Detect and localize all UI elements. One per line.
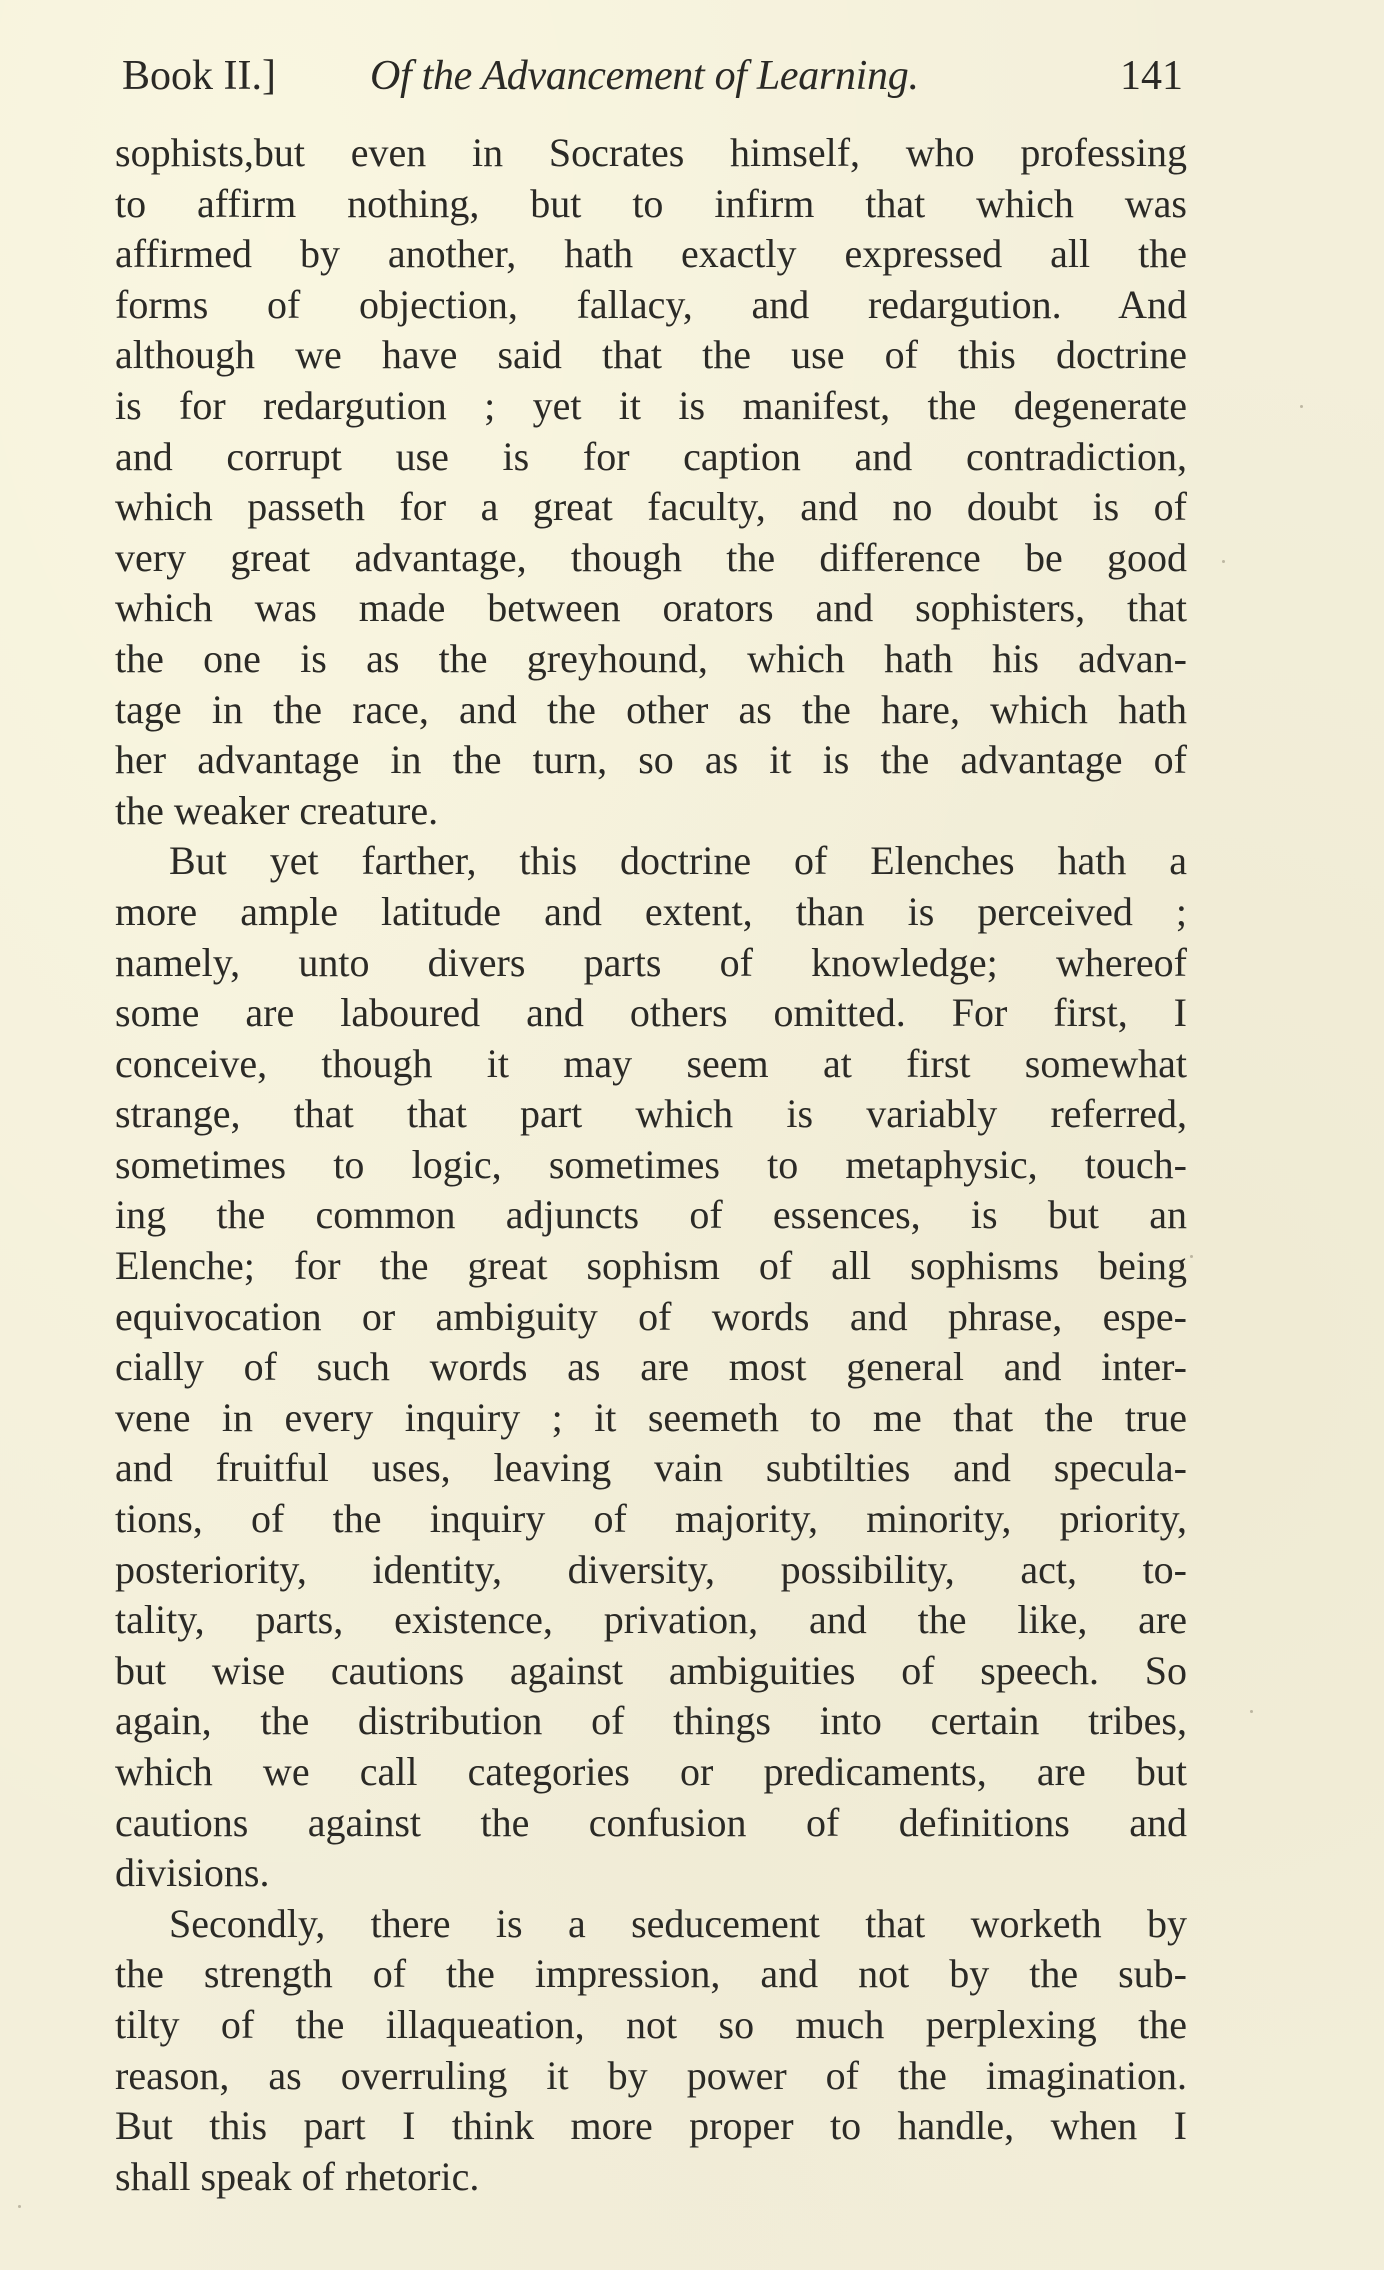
text-line: which passeth for a great faculty, and no doubt is of <box>115 484 1187 530</box>
text-line: equivocation or ambiguity of words and phrase, espe- <box>115 1293 1187 1339</box>
text-line: Elenche; for the great sophism of all sophisms being <box>115 1243 1187 1289</box>
paper-speck <box>1300 405 1303 408</box>
text-line: tality, parts, existence, privation, and the like, are <box>115 1597 1187 1643</box>
running-title: Of the Advancement of Learning. <box>370 53 919 99</box>
text-line: some are laboured and others omitted. For first, I <box>115 990 1187 1036</box>
paper-speck <box>18 2205 21 2208</box>
text-line: shall speak of rhetoric. <box>115 2153 480 2199</box>
text-line: more ample latitude and extent, than is perceived ; <box>115 888 1187 934</box>
text-line: although we have said that the use of this doctrine <box>115 332 1187 378</box>
text-line: namely, unto divers parts of knowledge; whereof <box>115 939 1187 985</box>
text-line: which was made between orators and sophisters, that <box>115 585 1187 631</box>
text-line: tilty of the illaqueation, not so much perplexing the <box>115 2001 1187 2047</box>
text-line: which we call categories or predicaments, are but <box>115 1749 1187 1794</box>
page-number: 141 <box>1120 53 1183 99</box>
text-line: strange, that that part which is variably referred, <box>115 1091 1187 1137</box>
text-line: and fruitful uses, leaving vain subtilties and specula- <box>115 1445 1187 1491</box>
text-line: very great advantage, though the difference be good <box>115 534 1187 580</box>
text-line: But yet farther, this doctrine of Elenches hath a <box>169 838 1187 884</box>
text-line: Secondly, there is a seducement that worketh by <box>169 1900 1187 1946</box>
text-line: and corrupt use is for caption and contradiction, <box>115 433 1187 479</box>
text-line: reason, as overruling it by power of the imagination. <box>115 2052 1187 2098</box>
body-text <box>115 128 1187 2202</box>
text-line: conceive, though it may seem at first somewhat <box>115 1040 1187 1086</box>
text-line: sometimes to logic, sometimes to metaphysic, touch- <box>115 1141 1187 1187</box>
paper-speck <box>1222 560 1225 563</box>
text-line: vene in every inquiry ; it seemeth to me that the true <box>115 1394 1187 1440</box>
text-line: cautions against the confusion of definitions and <box>115 1799 1187 1845</box>
text-line: But this part I think more proper to handle, when I <box>115 2103 1187 2149</box>
text-line: sophists,but even in Socrates himself, who professing <box>115 130 1187 175</box>
text-line: is for redargution ; yet it is manifest, the degenerate <box>115 382 1187 428</box>
text-line: the one is as the greyhound, which hath his advan- <box>115 635 1187 681</box>
text-line: the weaker creature. <box>115 787 439 833</box>
text-line: her advantage in the turn, so as it is the advantage of <box>115 737 1187 783</box>
text-line: tions, of the inquiry of majority, minority, priority, <box>115 1496 1187 1542</box>
text-line: tage in the race, and the other as the hare, which hath <box>115 686 1187 732</box>
text-line: forms of objection, fallacy, and redargution. And <box>115 281 1187 327</box>
text-line: cially of such words as are most general and inter- <box>115 1344 1187 1390</box>
text-line: divisions. <box>115 1850 270 1896</box>
text-line: the strength of the impression, and not by the sub- <box>115 1951 1187 1997</box>
paper-speck <box>1250 1710 1253 1713</box>
text-line: ing the common adjuncts of essences, is but an <box>115 1192 1187 1238</box>
text-line: again, the distribution of things into certain tribes, <box>115 1698 1187 1744</box>
text-line: to affirm nothing, but to infirm that which was <box>115 180 1187 226</box>
text-line: but wise cautions against ambiguities of speech. So <box>115 1647 1187 1693</box>
book-number: Book II.] <box>122 53 276 99</box>
paper-speck <box>1190 1255 1193 1258</box>
text-line: posteriority, identity, diversity, possibility, act, to- <box>115 1546 1187 1592</box>
running-head <box>115 51 1187 101</box>
text-line: affirmed by another, hath exactly expressed all the <box>115 231 1187 277</box>
